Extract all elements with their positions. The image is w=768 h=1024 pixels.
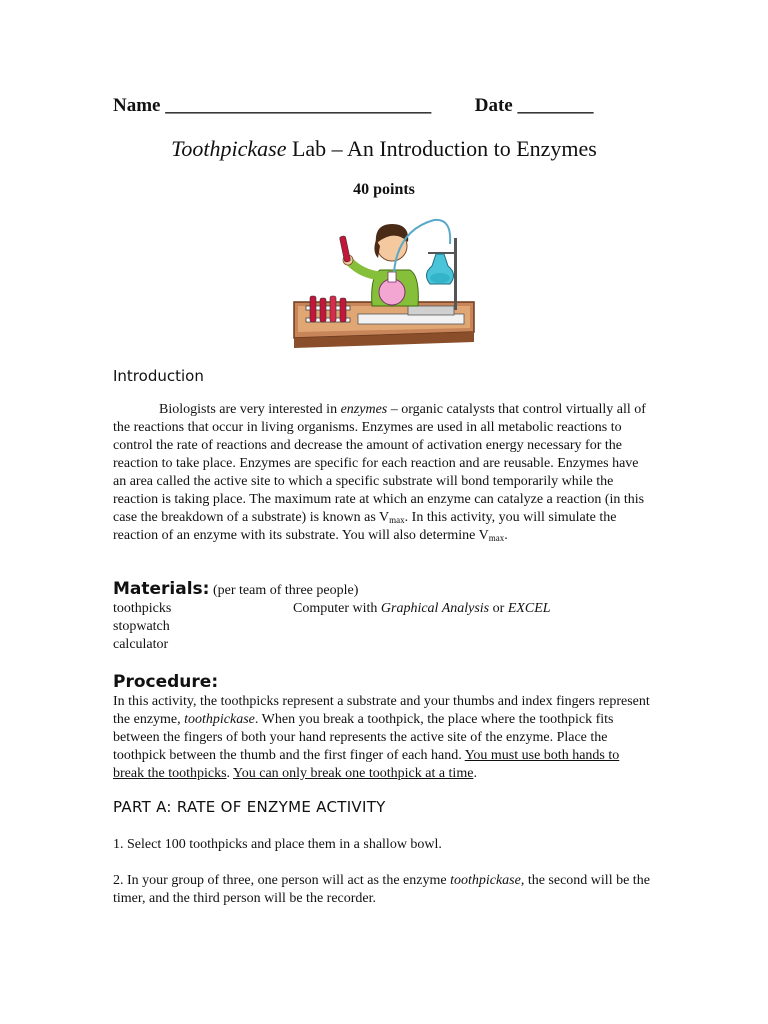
step-1: 1. Select 100 toothpicks and place them in a shallow bowl. bbox=[113, 837, 442, 852]
toothpickase-term: toothpickase bbox=[450, 873, 521, 888]
excel: EXCEL bbox=[507, 601, 551, 616]
intro-enzymes: enzymes bbox=[340, 402, 388, 417]
materials-computer bbox=[293, 600, 551, 618]
title-italic: Toothpickase bbox=[171, 136, 287, 161]
list-item: calculator bbox=[113, 637, 169, 652]
name-label: Name bbox=[113, 95, 161, 116]
computer-text: or bbox=[489, 601, 508, 616]
intro-text: Biologists are very interested in bbox=[159, 402, 341, 417]
part-a-heading: PART A: RATE OF ENZYME ACTIVITY bbox=[113, 798, 386, 816]
page-title bbox=[0, 136, 768, 162]
materials-note: (per team of three people) bbox=[209, 583, 359, 598]
materials-heading bbox=[113, 579, 358, 599]
intro-text: . bbox=[504, 528, 508, 543]
procedure-text: In this activity, the toothpicks represent a substrate and your thumbs and index fingers represent the enzyme, bbox=[113, 694, 650, 727]
vmax-subscript: max bbox=[389, 515, 405, 525]
title-rest: Lab – An Introduction to Enzymes bbox=[286, 136, 597, 161]
date-label: Date bbox=[474, 95, 513, 116]
step-text: 2. In your group of three, one person will act as the enzyme bbox=[113, 873, 451, 888]
step-2 bbox=[113, 872, 653, 908]
date-blank: ________ bbox=[517, 95, 594, 116]
introduction-heading: Introduction bbox=[113, 367, 204, 385]
both-hands-rule: You must use both hands to break the toothpicks bbox=[113, 748, 620, 781]
step-text: , the second will be the timer, and the third person will be the recorder. bbox=[113, 873, 650, 906]
procedure-text: . When you break a toothpick, the place where the toothpick fits between the fingers of both your hand represents the active site of the enzyme. Place the toothpick between the thumb and the first finger of each hand. bbox=[113, 712, 614, 763]
materials-title: Materials: bbox=[113, 579, 210, 599]
computer-text: Computer with bbox=[293, 601, 381, 616]
name-date-line bbox=[113, 95, 593, 117]
intro-text: – organic catalysts that control virtually all of the reactions that occur in living organisms. Enzymes are used in all metabolic reactions to control the rate of reactions and decrease the amount of activation energy necessary for the reaction to take place. Enzymes are specific for each reaction and are reusable. Enzymes have an area called the active site to which a specific substrate will bond temporarily while the reaction is taking place. The maximum rate at which an enzyme can catalyze a reaction (in this case the breakdown of a substrate) is known as V bbox=[113, 402, 646, 525]
vmax-subscript: max bbox=[488, 533, 505, 543]
intro-text: . In this activity, you will simulate the reaction of an enzyme with its substrate. You will also determine V bbox=[113, 510, 617, 543]
list-item: stopwatch bbox=[113, 619, 170, 634]
procedure-paragraph bbox=[113, 693, 653, 783]
graphical-analysis: Graphical Analysis bbox=[380, 601, 490, 616]
name-blank: ____________________________ bbox=[165, 95, 432, 116]
points-label: 40 points bbox=[353, 181, 415, 198]
one-at-a-time-rule: You can only break one toothpick at a time bbox=[233, 766, 474, 781]
introduction-paragraph bbox=[113, 401, 653, 545]
toothpickase-term: toothpickase bbox=[184, 712, 255, 727]
materials-list bbox=[113, 600, 171, 654]
scientist-lab-illustration bbox=[288, 210, 480, 350]
procedure-heading: Procedure: bbox=[113, 672, 219, 692]
procedure-text: . bbox=[226, 766, 234, 781]
list-item: toothpicks bbox=[113, 601, 172, 616]
procedure-text: . bbox=[473, 766, 477, 781]
